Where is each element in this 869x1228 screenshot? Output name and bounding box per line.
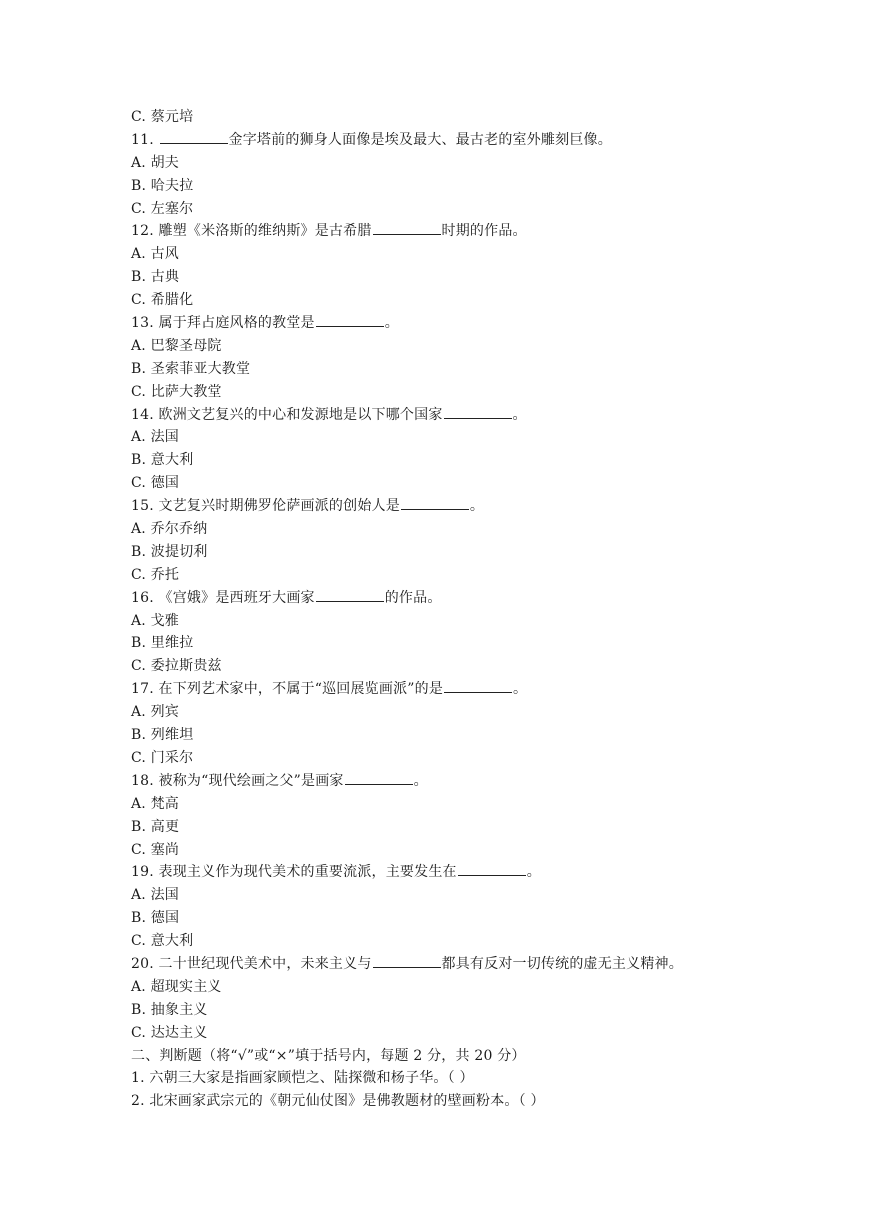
question-line	[131, 129, 831, 152]
answer-option: B. 波提切利	[131, 543, 208, 560]
exam-page	[131, 106, 831, 1113]
answer-blank	[373, 220, 441, 235]
question-text-tail: 。	[413, 772, 428, 789]
question-text-tail: 。	[384, 315, 399, 332]
answer-option: A. 戈雅	[131, 612, 180, 629]
question-text: 15. 文艺复兴时期佛罗伦萨画派的创始人是	[131, 498, 400, 515]
section-heading: 二、判断题（将“√”或“×”填于括号内，每题 2 分，共 20 分）	[131, 1047, 526, 1064]
true-false-statement: 2. 北宋画家武宗元的《朝元仙仗图》是佛教题材的壁画粉本。（ ）	[131, 1093, 545, 1110]
question-line	[131, 404, 831, 427]
answer-option: A. 梵高	[131, 795, 180, 812]
answer-option: C. 德国	[131, 475, 180, 492]
answer-blank	[160, 129, 228, 144]
question-line	[131, 312, 831, 335]
answer-option: B. 意大利	[131, 452, 194, 469]
answer-option: A. 列宾	[131, 704, 180, 721]
question-line	[131, 220, 831, 243]
answer-blank	[316, 587, 384, 602]
answer-option: B. 里维拉	[131, 635, 194, 652]
answer-blank	[444, 404, 512, 419]
question-text-tail: 都具有反对一切传统的虚无主义精神。	[441, 955, 683, 972]
question-line	[131, 770, 831, 793]
answer-option: A. 乔尔乔纳	[131, 521, 208, 538]
question-text: 14. 欧洲文艺复兴的中心和发源地是以下哪个国家	[131, 406, 443, 423]
answer-option: B. 古典	[131, 269, 180, 286]
answer-option: B. 抽象主义	[131, 1001, 208, 1018]
question-text-tail: 。	[469, 498, 485, 515]
question-line	[131, 953, 831, 976]
answer-option: A. 法国	[131, 887, 180, 904]
question-text: 18. 被称为“现代绘画之父”是画家	[131, 772, 344, 789]
answer-option: B. 高更	[131, 818, 180, 835]
answer-option: C. 委拉斯贵兹	[131, 658, 222, 675]
question-line	[131, 861, 831, 884]
answer-blank	[316, 312, 384, 327]
answer-option: A. 超现实主义	[131, 978, 222, 995]
question-line	[131, 495, 831, 518]
answer-option: B. 德国	[131, 910, 180, 927]
answer-option: C. 塞尚	[131, 841, 180, 858]
answer-option: C. 达达主义	[131, 1024, 208, 1041]
answer-option: A. 巴黎圣母院	[131, 337, 222, 354]
answer-option: B. 列维坦	[131, 727, 194, 744]
question-line	[131, 587, 831, 610]
answer-option: C. 乔托	[131, 566, 180, 583]
answer-option: C. 门采尔	[131, 749, 194, 766]
question-line	[131, 678, 831, 701]
answer-blank	[458, 861, 526, 876]
true-false-statement: 1. 六朝三大家是指画家顾恺之、陆探微和杨子华。（ ）	[131, 1070, 474, 1087]
question-text-tail: 金字塔前的狮身人面像是埃及最大、最古老的室外雕刻巨像。	[228, 131, 612, 148]
question-text-tail: 。	[512, 406, 527, 423]
answer-blank	[373, 953, 441, 968]
answer-option: C. 比萨大教堂	[131, 383, 222, 400]
question-text: 12. 雕塑《米洛斯的维纳斯》是古希腊	[131, 223, 372, 240]
question-text: 13. 属于拜占庭风格的教堂是	[131, 315, 315, 332]
question-text: 19. 表现主义作为现代美术的重要流派，主要发生在	[131, 864, 457, 881]
answer-option: C. 希腊化	[131, 292, 194, 309]
answer-blank	[345, 770, 413, 785]
answer-blank	[401, 495, 469, 510]
question-text: 16. 《宫娥》是西班牙大画家	[131, 589, 315, 606]
question-text: 20. 二十世纪现代美术中，未来主义与	[131, 955, 372, 972]
question-text-tail: 。	[526, 864, 541, 881]
answer-blank	[444, 678, 512, 693]
answer-option: A. 胡夫	[131, 154, 180, 171]
question-text-tail: 的作品。	[384, 589, 442, 606]
answer-option: A. 法国	[131, 429, 180, 446]
answer-option: A. 古风	[131, 246, 180, 263]
answer-option: B. 哈夫拉	[131, 177, 194, 194]
answer-option: C. 左塞尔	[131, 200, 194, 217]
question-text: 17. 在下列艺术家中，不属于“巡回展览画派”的是	[131, 681, 444, 698]
answer-option: B. 圣索菲亚大教堂	[131, 360, 251, 377]
question-text-tail: 。	[513, 681, 528, 698]
question-text-tail: 时期的作品。	[441, 223, 527, 240]
answer-option: C. 意大利	[131, 933, 194, 950]
answer-option: C. 蔡元培	[131, 109, 194, 125]
question-text: 11.	[131, 131, 159, 148]
